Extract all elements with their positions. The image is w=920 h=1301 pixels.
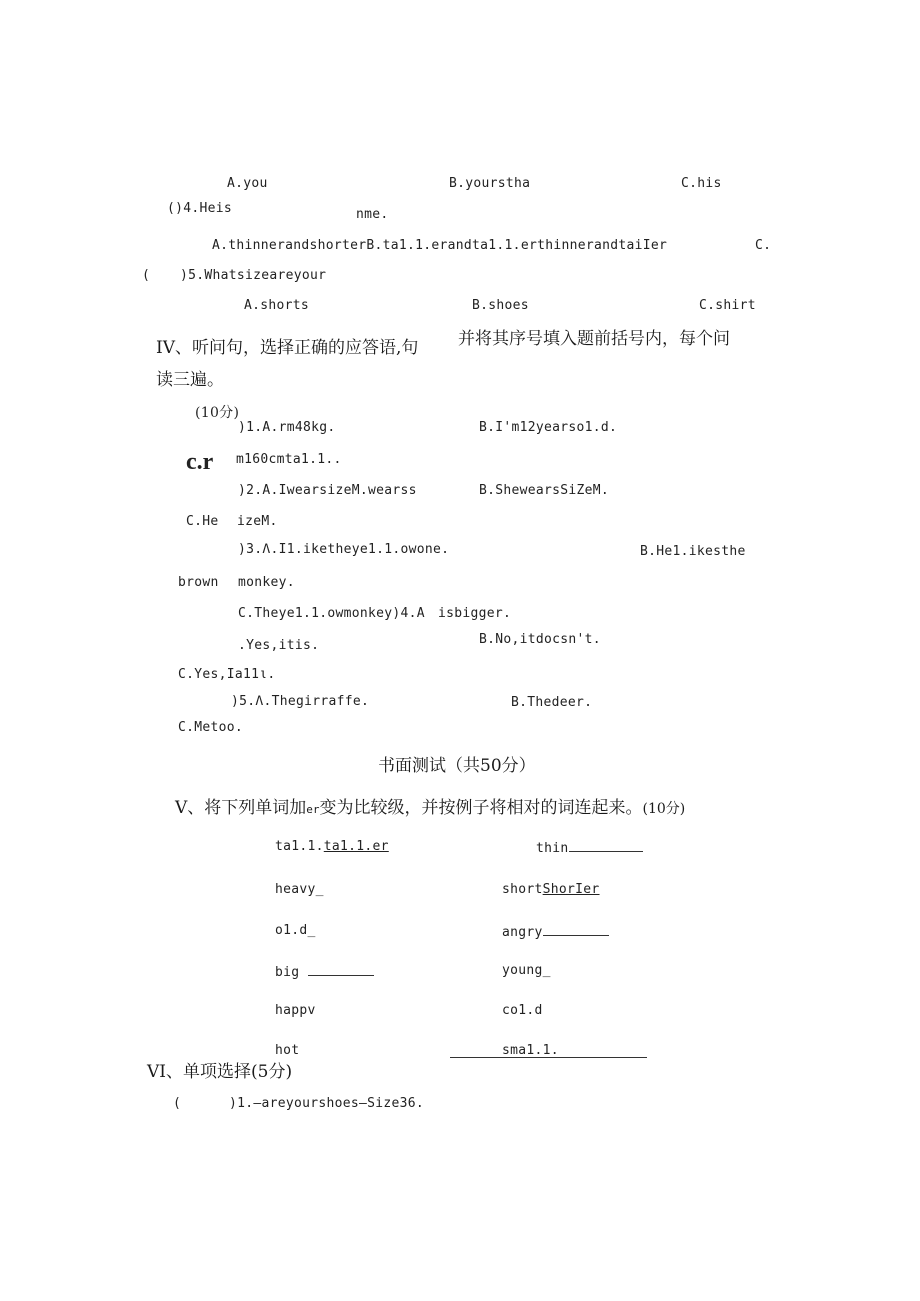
q4-stem-cont: nme. bbox=[356, 207, 389, 222]
listening-q3-b: B.He1.ikesthe bbox=[640, 544, 746, 559]
q4-options: A.thinnerandshorterB.ta1.1.erandta1.1.erthinnerandtaiIer bbox=[212, 238, 668, 253]
word-cold: co1.d bbox=[502, 1003, 543, 1018]
section4-title-line2: 读三遍。 bbox=[156, 370, 224, 390]
word-angry-base: angry bbox=[502, 925, 543, 940]
q5-option-c: C.shirt bbox=[699, 298, 756, 313]
word-big bbox=[275, 963, 374, 981]
word-tall-base: ta1.1. bbox=[275, 839, 324, 854]
written-test-heading: 书面测试（共50分） bbox=[378, 756, 536, 776]
listening-q4-b: B.No,itdocsn't. bbox=[479, 632, 601, 647]
listening-q1-a: )1.A.rm48kg. bbox=[238, 420, 336, 435]
word-old: o1.d_ bbox=[275, 923, 316, 938]
word-big-blank[interactable] bbox=[308, 963, 374, 976]
section5-title-suffix: 变为比较级，并按例子将相对的词连起来。 bbox=[319, 798, 643, 818]
listening-q4-c: C.Yes,Ia11ι. bbox=[178, 667, 276, 682]
listening-q4-a: .Yes,itis. bbox=[238, 638, 320, 653]
word-tall bbox=[275, 839, 389, 855]
section4-title-left: IV、听问句，选择正确的应答语,句 bbox=[156, 338, 419, 358]
section6-q1-paren: ( bbox=[173, 1096, 182, 1111]
section6-title: VI、单项选择(5分) bbox=[147, 1062, 293, 1082]
section4-score: (10分) bbox=[195, 405, 240, 421]
word-short bbox=[502, 882, 600, 898]
listening-q5-a: )5.Λ.Thegirraffe. bbox=[231, 694, 370, 709]
q5-stem: )5.Whatsizeareyour bbox=[180, 268, 327, 283]
listening-q2-c: C.He bbox=[186, 514, 219, 529]
section5-title-er: er bbox=[306, 803, 320, 816]
word-thin bbox=[536, 839, 643, 857]
listening-q3-b-cont1: brown bbox=[178, 575, 219, 590]
word-young: young_ bbox=[502, 963, 551, 978]
word-hot: hot bbox=[275, 1043, 300, 1058]
q5-option-a: A.shorts bbox=[244, 298, 310, 313]
word-short-base: short bbox=[502, 882, 543, 897]
listening-q2-a: )2.A.IwearsizeM.wearss bbox=[238, 483, 417, 498]
word-thin-blank[interactable] bbox=[569, 839, 643, 852]
q3-option-a: A.you bbox=[227, 176, 268, 191]
listening-q3-b-cont2: monkey. bbox=[238, 575, 295, 590]
listening-q5-b: B.Thedeer. bbox=[511, 695, 593, 710]
listening-q5-c: C.Metoo. bbox=[178, 720, 244, 735]
word-angry-blank[interactable] bbox=[543, 923, 609, 936]
word-thin-base: thin bbox=[536, 841, 569, 856]
q3-option-b: B.yourstha bbox=[449, 176, 531, 191]
q3-option-c: C.his bbox=[681, 176, 722, 191]
listening-q1-b: B.I'm12yearso1.d. bbox=[479, 420, 618, 435]
q5-paren: ( bbox=[142, 268, 151, 283]
section5-score: (10分) bbox=[642, 801, 686, 817]
section5-title bbox=[175, 797, 685, 821]
q4-stem: ()4.Heis bbox=[167, 201, 233, 216]
listening-q3-c: C.Theye1.1.owmonkey)4.A bbox=[238, 606, 425, 621]
word-happy: happv bbox=[275, 1003, 316, 1018]
listening-q1-c: m160cmta1.1.. bbox=[236, 452, 342, 467]
section4-title-right: 并将其序号填入题前括号内，每个问 bbox=[458, 329, 730, 349]
section6-q1: )1.—areyourshoes—Size36. bbox=[229, 1096, 425, 1111]
word-big-base: big bbox=[275, 965, 300, 980]
q5-option-b: B.shoes bbox=[472, 298, 529, 313]
listening-q4-stem: isbigger. bbox=[438, 606, 512, 621]
word-tall-example: ta1.1.er bbox=[323, 839, 389, 854]
word-short-example: ShorIer bbox=[542, 882, 600, 897]
word-small: sma1.1. bbox=[502, 1043, 559, 1058]
listening-q1-c-label: c.r bbox=[186, 449, 214, 475]
section5-title-prefix: V、将下列单词加 bbox=[175, 798, 307, 818]
word-heavy: heavy_ bbox=[275, 882, 324, 897]
listening-q2-c-cont: izeM. bbox=[237, 514, 278, 529]
q4-option-c: C. bbox=[755, 238, 772, 253]
listening-q2-b: B.ShewearsSiZeM. bbox=[479, 483, 610, 498]
listening-q3-a: )3.Λ.I1.iketheye1.1.owone. bbox=[238, 542, 450, 557]
word-angry bbox=[502, 923, 609, 941]
